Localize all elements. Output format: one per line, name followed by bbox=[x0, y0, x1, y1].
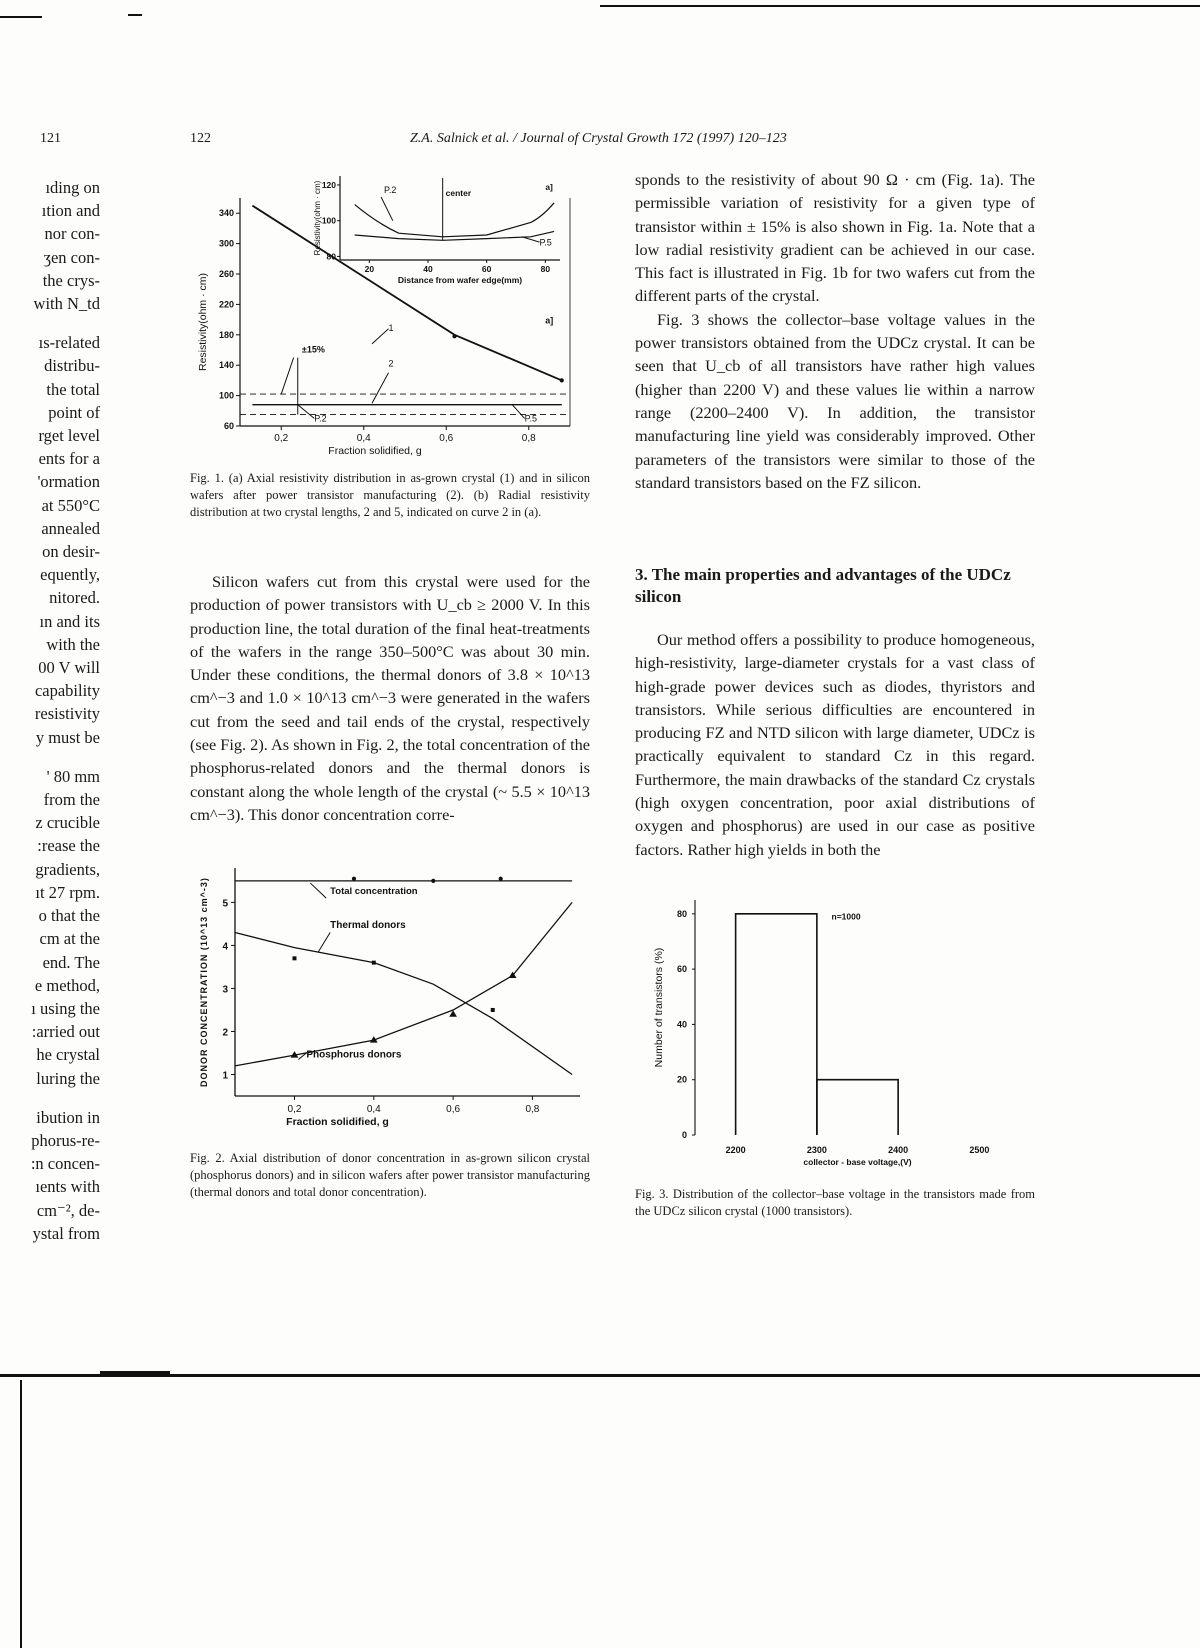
left-fragment-line: from the bbox=[43, 790, 100, 810]
bottom-rule-thick bbox=[100, 1371, 170, 1377]
fig2-y-tick-label: 3 bbox=[222, 984, 228, 996]
figure-3 bbox=[640, 890, 1040, 1180]
left-fragment-line: ʒen con- bbox=[43, 247, 100, 267]
col2-paragraph-1: sponds to the resistivity of about 90 Ω · cm (Fig. 1a). The permissible variation of resistivity for a given type of transistor within ± 15% is also shown in Fig. 1a. Note that a low radial resistivity gradient can be achieved in our case. This fact is illustrated in Fig. 1b for two wafers cut from the different parts of the crystal. bbox=[635, 170, 1035, 306]
fig2-point-phosphorus bbox=[450, 1011, 456, 1016]
left-fragment-line: z crucible bbox=[35, 813, 100, 833]
fig1b-y-tick-label: 100 bbox=[321, 215, 336, 226]
left-fragment-line: distribu- bbox=[44, 356, 100, 376]
fig1a-x-tick-label: 0,4 bbox=[356, 433, 371, 444]
fig3-x-tick-label: 2200 bbox=[725, 1145, 746, 1155]
left-fragment-line: o that the bbox=[38, 906, 100, 926]
left-fragment-line: ıents with bbox=[35, 1177, 100, 1197]
fig1a-point bbox=[560, 379, 563, 382]
fig1b-y-tick-label: 120 bbox=[321, 179, 336, 190]
left-fragment-line: ' 80 mm bbox=[46, 766, 100, 786]
fig2-point-total bbox=[352, 877, 355, 880]
page-number: 122 bbox=[190, 131, 211, 146]
fig2-x-tick-label: 0,2 bbox=[287, 1104, 302, 1115]
fig1a-curve-label: 1 bbox=[388, 323, 394, 333]
left-fragment-line: ıt 27 rpm. bbox=[35, 882, 100, 902]
fig2-series-line bbox=[235, 933, 572, 1075]
fig1a-y-tick-label: 340 bbox=[218, 208, 234, 219]
fig3-bar bbox=[817, 1080, 898, 1135]
left-fragment-line: ı using the bbox=[31, 998, 100, 1018]
top-rule bbox=[600, 5, 1200, 7]
fig3-x-label: collector - base voltage,(V) bbox=[803, 1157, 912, 1167]
figure-1 bbox=[190, 168, 600, 458]
left-fragment-line: 00 V will bbox=[38, 658, 100, 678]
fig3-x-tick-label: 2300 bbox=[806, 1145, 827, 1155]
fig2-x-tick-label: 0,4 bbox=[366, 1104, 381, 1115]
fig2-x-label: Fraction solidified, g bbox=[286, 1116, 389, 1128]
figure-1-caption: Fig. 1. (a) Axial resistivity distribution in as-grown crystal (1) and in silicon wafers after power transistor manufacturing (2). (b) Radial resistivity distribution at two crystal lengths, 2 and 5, indicated on curve 2 in (a). bbox=[190, 471, 590, 519]
left-fragment-line: with the bbox=[46, 634, 100, 654]
left-fragment-line: he crystal bbox=[36, 1045, 100, 1065]
left-fragment-line: cm⁻², de- bbox=[36, 1200, 100, 1220]
left-fragment-line: equently, bbox=[40, 565, 100, 585]
fig1b-panel-label: a] bbox=[545, 182, 553, 192]
fig1a-panel-label: a] bbox=[545, 315, 554, 326]
left-fragment-line: rget level bbox=[38, 426, 100, 446]
fig1a-curve-pointer bbox=[372, 329, 389, 344]
fig1a-point-pointer bbox=[298, 405, 315, 419]
bottom-rule bbox=[0, 1374, 1200, 1377]
fig2-x-tick-label: 0,8 bbox=[525, 1104, 540, 1115]
left-fragment-line: ystal from bbox=[32, 1223, 100, 1243]
left-fragment-line: with N_td bbox=[33, 294, 100, 314]
fig2-y-label: DONOR CONCENTRATION (10^13 cm^-3) bbox=[199, 877, 209, 1087]
figure-2-caption: Fig. 2. Axial distribution of donor concentration in as-grown silicon crystal (phosphorus donors) and in silicon wafers after power transistor manufacturing (thermal donors and total donor concentration). bbox=[190, 1151, 590, 1199]
fig3-y-tick-label: 0 bbox=[681, 1130, 687, 1140]
left-fragment-line: point of bbox=[48, 402, 100, 422]
column-2-lower bbox=[635, 628, 1035, 861]
left-fragment-line: on desir- bbox=[42, 542, 100, 562]
fig1a-band-pointer bbox=[281, 358, 293, 394]
left-page-fragment bbox=[0, 176, 100, 1245]
fig3-y-tick-label: 40 bbox=[676, 1019, 687, 1030]
left-fragment-line: e method, bbox=[34, 975, 100, 995]
left-fragment-line: nitored. bbox=[49, 588, 100, 608]
fig1b-p5-label: P.5 bbox=[539, 237, 552, 248]
top-rule-mark bbox=[128, 14, 142, 16]
top-rule-left bbox=[0, 16, 42, 18]
fig1a-x-tick-label: 0,2 bbox=[274, 433, 289, 444]
fig1a-point-label: P.5 bbox=[524, 413, 537, 424]
fig1a-y-tick-label: 60 bbox=[223, 421, 234, 431]
fig1b-x-label: Distance from wafer edge(mm) bbox=[397, 275, 523, 285]
left-page-number: 121 bbox=[40, 131, 61, 146]
fig1b-center-label: center bbox=[445, 188, 472, 198]
fig1a-x-tick-label: 0,8 bbox=[521, 433, 536, 444]
fig2-y-tick-label: 1 bbox=[222, 1070, 228, 1082]
fig2-pointer-total bbox=[310, 883, 326, 898]
fig1b-x-tick-label: 80 bbox=[540, 264, 551, 274]
left-fragment-line: resistivity bbox=[34, 704, 100, 724]
fig1b-x-tick-label: 20 bbox=[364, 264, 375, 274]
fig3-y-tick-label: 80 bbox=[676, 908, 687, 919]
fig2-y-tick-label: 5 bbox=[222, 898, 228, 910]
fig2-label-total: Total concentration bbox=[330, 885, 418, 897]
fig1a-y-tick-label: 300 bbox=[218, 238, 234, 249]
col2-paragraph-3: Our method offers a possibility to produce homogeneous, high-resistivity, large-diameter crystals for a vast class of high-grade power devices such as diodes, thyristors and transistors. While serious difficulties are encountered in producing FZ and NTD silicon with large diameter, UDCz is practically equivalent to standard Cz in this regard. Furthermore, the main drawbacks of the standard Cz crystals (high oxygen concentration, poor axial distributions of oxygen and phosphorus) are used in our case as positive factors. Rather high yields in both the bbox=[635, 630, 1035, 859]
left-fragment-line: ents for a bbox=[38, 449, 100, 469]
fig1a-y-tick-label: 260 bbox=[218, 269, 234, 279]
left-fragment-line: at 550°C bbox=[41, 495, 100, 515]
fig2-y-tick-label: 2 bbox=[222, 1027, 228, 1039]
scan-edge bbox=[20, 1380, 22, 1648]
fig1a-y-label: Resistivity(ohm · cm) bbox=[197, 272, 209, 372]
fig1b-x-tick-label: 60 bbox=[481, 264, 492, 274]
left-fragment-line: the crys- bbox=[42, 270, 100, 290]
section-title: 3. The main properties and advantages of the UDCz silicon bbox=[635, 565, 1011, 606]
fig2-label-thermal: Thermal donors bbox=[330, 920, 406, 932]
fig1b-p2-label: P.2 bbox=[384, 185, 397, 195]
left-fragment-line: y must be bbox=[35, 727, 100, 747]
left-fragment-line: end. The bbox=[42, 952, 100, 972]
fig1a-y-tick-label: 140 bbox=[218, 360, 234, 371]
figure-2 bbox=[190, 858, 600, 1143]
fig2-point-thermal bbox=[293, 957, 296, 960]
left-fragment-line: annealed bbox=[41, 518, 100, 538]
fig1a-y-tick-label: 100 bbox=[218, 390, 234, 401]
left-fragment-line: nor con- bbox=[44, 224, 100, 244]
fig2-point-thermal bbox=[372, 961, 375, 964]
fig1a-point-label: P.2 bbox=[314, 413, 327, 424]
fig1b-y-label: Resistivity(ohm · cm) bbox=[313, 180, 322, 256]
left-fragment-line: capability bbox=[34, 681, 100, 701]
left-fragment-line: phorus-re- bbox=[31, 1130, 100, 1150]
fig1a-curve-pointer bbox=[372, 373, 389, 403]
column-2 bbox=[635, 168, 1035, 494]
fig3-x-tick-label: 2400 bbox=[888, 1145, 909, 1155]
fig1a-point-pointer bbox=[512, 405, 524, 419]
fig3-x-tick-label: 2500 bbox=[969, 1145, 990, 1155]
left-fragment-line: :n concen- bbox=[30, 1154, 100, 1174]
left-fragment-line: luring the bbox=[36, 1068, 100, 1088]
fig1b-x-tick-label: 40 bbox=[423, 264, 433, 274]
running-header: Z.A. Salnick et al. / Journal of Crystal Growth 172 (1997) 120–123 bbox=[410, 131, 787, 146]
left-fragment-line: ıtion and bbox=[41, 201, 100, 221]
left-fragment-line: ıs-related bbox=[38, 333, 100, 353]
fig2-x-tick-label: 0,6 bbox=[446, 1104, 461, 1115]
col1-paragraph-1: Silicon wafers cut from this crystal were used for the production of power transistors with U_cb ≥ 2000 V. In this production line, the total duration of the final heat-treatments of the wafers in the range 350–500°C was about 30 min. Under these conditions, the thermal donors of 3.8 × 10^13 cm^−3 and 1.0 × 10^13 cm^−3 were generated in the wafers cut from the seed and tail ends of the crystal, respectively (see Fig. 2). As shown in Fig. 2, the total concentration of the phosphorus-related donors and the thermal donors is constant along the whole length of the crystal (~ 5.5 × 10^13 cm^−3). This donor concentration corre- bbox=[190, 572, 590, 824]
fig3-annotation: n=1000 bbox=[831, 911, 861, 922]
fig2-point-thermal bbox=[491, 1008, 494, 1011]
left-fragment-line: :arried out bbox=[31, 1022, 100, 1042]
fig2-y-tick-label: 4 bbox=[222, 941, 228, 953]
left-fragment-line: 'ormation bbox=[37, 472, 100, 492]
fig1a-x-tick-label: 0,6 bbox=[439, 433, 454, 444]
fig3-bar bbox=[736, 914, 817, 1135]
column-1 bbox=[190, 570, 590, 826]
col2-paragraph-2: Fig. 3 shows the collector–base voltage values in the power transistors obtained from the UDCz crystal. It can be seen that U_cb of all transistors have rather high values (higher than 2200 V) and these values lie within a narrow range (2200–2400 V). In addition, the transistor manufacturing line yield was considerably improved. Other parameters of the transistors were similar to those of the standard transistors based on the FZ silicon. bbox=[635, 309, 1035, 492]
fig1a-curve-label: 2 bbox=[388, 358, 394, 369]
fig2-point-total bbox=[432, 879, 435, 882]
fig1b-y-tick-label: 80 bbox=[326, 251, 336, 262]
fig1a-x-label: Fraction solidified, g bbox=[328, 445, 422, 457]
fig2-label-phosphorus: Phosphorus donors bbox=[306, 1049, 402, 1061]
fig1a-band-label: ±15% bbox=[301, 344, 325, 355]
fig2-pointer-thermal bbox=[318, 933, 330, 952]
left-fragment-line: cm at the bbox=[39, 929, 100, 949]
left-fragment-line: :rease the bbox=[37, 836, 100, 856]
figure-3-caption: Fig. 3. Distribution of the collector–base voltage in the transistors made from the UDCz silicon crystal (1000 transistors). bbox=[635, 1187, 1035, 1218]
fig1a-point bbox=[453, 335, 456, 338]
fig1a-y-tick-label: 220 bbox=[218, 299, 234, 310]
left-fragment-line: gradients, bbox=[35, 859, 100, 879]
fig2-point-total bbox=[499, 877, 502, 880]
fig3-y-tick-label: 20 bbox=[676, 1074, 687, 1085]
fig1a-y-tick-label: 180 bbox=[218, 329, 234, 340]
left-fragment-line: the total bbox=[46, 379, 100, 399]
fig3-y-tick-label: 60 bbox=[676, 964, 687, 975]
fig3-y-label: Number of transistors (%) bbox=[653, 947, 665, 1068]
left-fragment-line: ıding on bbox=[45, 178, 100, 197]
left-fragment-line: ibution in bbox=[36, 1107, 100, 1127]
left-fragment-line: ın and its bbox=[39, 611, 100, 631]
